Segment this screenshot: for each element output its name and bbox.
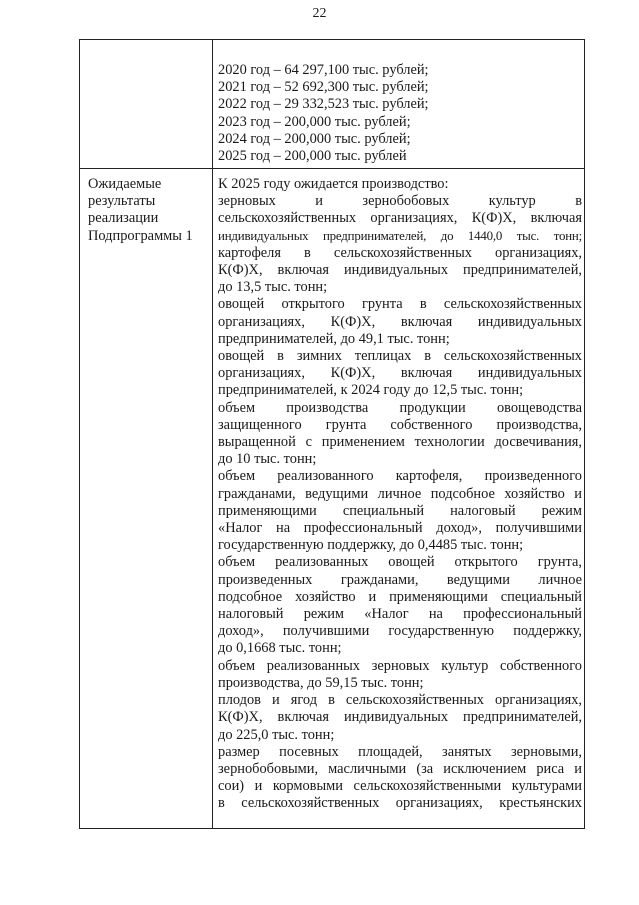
- result-line: зерновых и зернобобовых культур в: [218, 193, 582, 210]
- result-line: объем производства продукции овощеводства: [218, 399, 582, 416]
- label-line: реализации: [88, 210, 159, 227]
- label-line: Подпрограммы 1: [88, 227, 193, 244]
- funding-line-2021: 2021 год – 52 692,300 тыс. рублей;: [218, 79, 429, 96]
- result-line: «Налог на профессиональный доход», получившими: [218, 520, 582, 537]
- result-line: доход», получившими государственную поддержку,: [218, 623, 582, 640]
- result-line: овощей в зимних теплицах в сельскохозяйственных: [218, 348, 582, 365]
- funding-line-2024: 2024 год – 200,000 тыс. рублей;: [218, 130, 411, 147]
- result-line: индивидуальных предпринимателей, до 1440,0 тыс. тонн;: [218, 228, 582, 243]
- result-line: производства, до 59,15 тыс. тонн;: [218, 674, 424, 691]
- result-line: размер посевных площадей, занятых зерновыми,: [218, 743, 582, 760]
- result-line: выращенной с применением технологии досвечивания,: [218, 434, 582, 451]
- result-line: предпринимателей, до 49,1 тыс. тонн;: [218, 330, 450, 347]
- funding-line-2025: 2025 год – 200,000 тыс. рублей: [218, 148, 407, 165]
- result-line: объем реализованных зерновых культур собственного: [218, 657, 582, 674]
- result-line: до 0,1668 тыс. тонн;: [218, 640, 342, 657]
- row-divider: [80, 168, 584, 169]
- result-line: подсобное хозяйство и применяющими специальный: [218, 588, 582, 605]
- result-line: объем реализованного картофеля, произведенного: [218, 468, 582, 485]
- column-divider: [212, 40, 213, 828]
- result-line: организациях, К(Ф)Х, включая индивидуальных: [218, 313, 582, 330]
- result-line: произведенных гражданами, ведущими личное: [218, 571, 582, 588]
- result-line: зернобобовыми, масличными (за исключением риса и: [218, 760, 582, 777]
- result-line: К 2025 году ожидается производство:: [218, 176, 449, 192]
- result-line: сои) и кормовыми сельскохозяйственными культурами: [218, 778, 582, 795]
- result-line: до 13,5 тыс. тонн;: [218, 279, 328, 296]
- program-table: [79, 39, 585, 829]
- result-line: предпринимателей, к 2024 году до 12,5 тыс. тонн;: [218, 382, 524, 399]
- result-line: картофеля в сельскохозяйственных организациях,: [218, 244, 582, 261]
- page-number: 22: [312, 6, 327, 21]
- result-line: К(Ф)Х, включая индивидуальных предпринимателей,: [218, 709, 582, 726]
- result-line: до 225,0 тыс. тонн;: [218, 726, 335, 743]
- result-line: применяющими специальный налоговый режим: [218, 502, 582, 519]
- result-line: государственную поддержку, до 0,4485 тыс. тонн;: [218, 537, 524, 554]
- funding-line-2023: 2023 год – 200,000 тыс. рублей;: [218, 113, 411, 130]
- result-line: сельскохозяйственных организациях, К(Ф)Х, включая: [218, 210, 582, 227]
- result-line: защищенного грунта собственного производства,: [218, 416, 582, 433]
- expected-results-label: [88, 176, 210, 245]
- result-line: до 10 тыс. тонн;: [218, 451, 317, 468]
- result-line: овощей открытого грунта в сельскохозяйственных: [218, 296, 582, 313]
- label-line: Ожидаемые: [88, 176, 162, 192]
- funding-line-2022: 2022 год – 29 332,523 тыс. рублей;: [218, 96, 429, 113]
- expected-results-text: [218, 176, 582, 813]
- funding-line-2020: 2020 год – 64 297,100 тыс. рублей;: [218, 62, 429, 78]
- result-line: плодов и ягод в сельскохозяйственных организациях,: [218, 692, 582, 709]
- result-line: объем реализованных овощей открытого грунта,: [218, 554, 582, 571]
- result-line: организациях, К(Ф)Х, включая индивидуальных: [218, 365, 582, 382]
- result-line: в сельскохозяйственных организациях, крестьянских: [218, 795, 582, 812]
- label-line: результаты: [88, 193, 156, 210]
- result-line: К(Ф)Х, включая индивидуальных предпринимателей,: [218, 262, 582, 279]
- result-line: гражданами, ведущими личное подсобное хозяйство и: [218, 485, 582, 502]
- funding-cell: [218, 62, 582, 165]
- result-line: налоговый режим «Налог на профессиональный: [218, 606, 582, 623]
